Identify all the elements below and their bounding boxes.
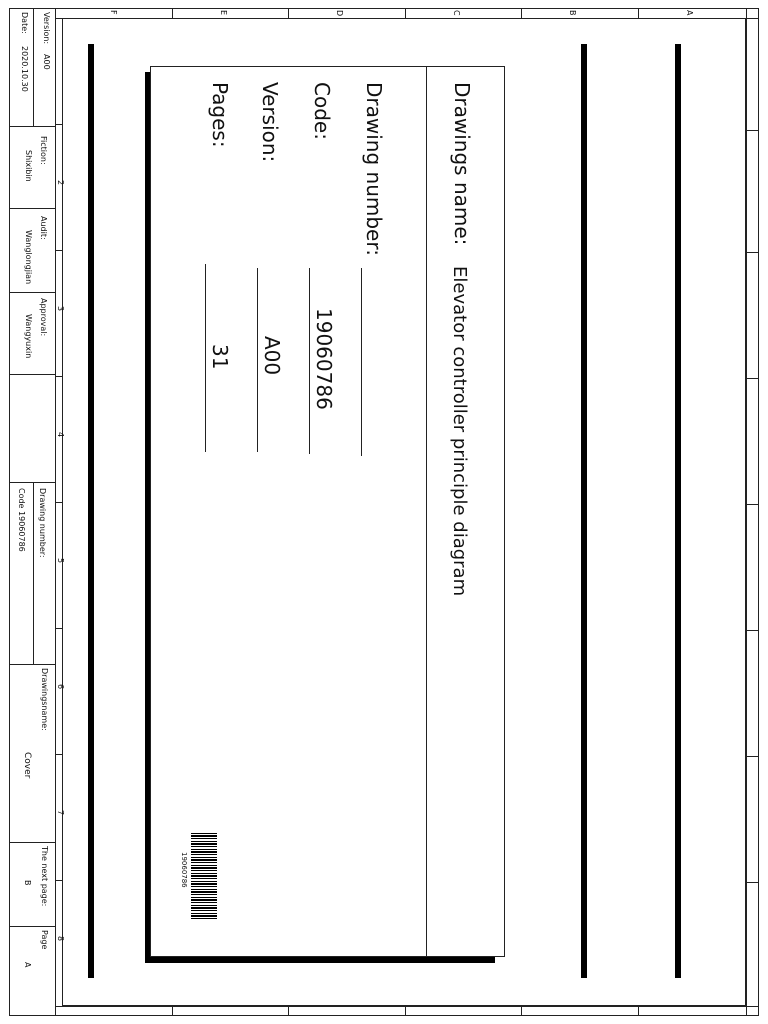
title-block-column-divider (33, 8, 34, 126)
title-block-divider (55, 8, 56, 1016)
pages-heading-value: 31 (208, 344, 232, 370)
right-zone-divider (746, 8, 747, 1016)
zone-tick (288, 8, 289, 18)
drawing-number-underline (361, 268, 362, 456)
zone-tick (55, 124, 62, 125)
zone-tick (55, 502, 62, 503)
zone-tick (746, 130, 759, 131)
cover-card-divider (426, 66, 427, 957)
zone-tick (746, 378, 759, 379)
zone-tick (55, 376, 62, 377)
heavy-rule-left (88, 44, 94, 978)
drawing-number-heading: Drawing number: (362, 82, 386, 256)
zone-tick (172, 8, 173, 18)
audit-value: Wanglongjian (24, 230, 33, 285)
zone-letter-f: F (109, 10, 118, 15)
version-underline (257, 268, 258, 452)
page-label: Page (40, 930, 49, 950)
zone-tick (746, 630, 759, 631)
fiction-label: Fiction: (39, 136, 48, 165)
pages-heading: Pages: (208, 82, 232, 148)
barcode (191, 833, 217, 919)
zone-tick (55, 250, 62, 251)
date-value: 2020.10.30 (20, 46, 29, 92)
title-block-column-divider (33, 482, 34, 664)
next-page-label: The next page: (40, 846, 49, 907)
zone-tick (746, 882, 759, 883)
zone-number: 5 (56, 558, 65, 564)
drawings-name-label: Drawingsname: (40, 668, 49, 731)
drawings-name-value: Cover (22, 752, 32, 779)
zone-number: 4 (56, 432, 65, 438)
drawings-name-heading: Drawings name: (450, 82, 474, 246)
title-block-row (9, 292, 55, 293)
zone-letter-e: E (219, 10, 228, 16)
title-block-row (9, 208, 55, 209)
zone-number: 2 (56, 180, 65, 186)
zone-letter-c: C (452, 10, 461, 16)
barcode-text: 19060786 (180, 852, 188, 888)
zone-tick (521, 1006, 522, 1016)
zone-number: 8 (56, 936, 65, 942)
page-value: A (23, 962, 32, 968)
title-block-row (9, 126, 55, 127)
bottom-zone-divider (55, 1006, 759, 1007)
date-label: Date: (20, 12, 29, 34)
version-value: A00 (42, 54, 51, 70)
next-page-value: B (23, 880, 32, 886)
zone-tick (172, 1006, 173, 1016)
version-label: Version: (42, 12, 51, 45)
code-underline (309, 268, 310, 454)
fiction-value: Shixibin (24, 150, 33, 182)
zone-tick (521, 8, 522, 18)
zone-letter-a: A (685, 10, 694, 16)
zone-number: 7 (56, 810, 65, 816)
title-block-row (9, 374, 55, 375)
zone-letter-b: B (568, 10, 577, 16)
zone-tick (55, 628, 62, 629)
top-zone-divider (55, 18, 759, 19)
drawings-name-heading-value: Elevator controller principle diagram (449, 266, 470, 597)
title-block-row (9, 664, 55, 665)
audit-label: Audit: (39, 216, 48, 240)
zone-tick (55, 880, 62, 881)
zone-tick (746, 252, 759, 253)
zone-tick (746, 504, 759, 505)
version-heading-value: A00 (260, 336, 284, 376)
code-heading-value: 19060786 (312, 308, 336, 410)
approval-label: Approval: (39, 298, 48, 337)
zone-tick (638, 8, 639, 18)
zone-tick (746, 756, 759, 757)
zone-tick (55, 754, 62, 755)
code-value: Code 19060786 (17, 488, 26, 552)
zone-number: 6 (56, 684, 65, 690)
drawing-number-label: Drawing number: (38, 488, 47, 558)
zone-number: 3 (56, 306, 65, 312)
zone-tick (405, 1006, 406, 1016)
title-block-row (9, 482, 55, 483)
zone-letter-d: D (335, 10, 344, 17)
version-heading: Version: (258, 82, 282, 163)
approval-value: Wangyuxin (24, 314, 33, 359)
code-heading: Code: (310, 82, 334, 140)
zone-tick (288, 1006, 289, 1016)
zone-tick (638, 1006, 639, 1016)
title-block-row (9, 926, 55, 927)
pages-underline (205, 264, 206, 452)
title-block-row (9, 842, 55, 843)
zone-tick (405, 8, 406, 18)
heavy-rule-right (675, 44, 681, 978)
heavy-rule-center (581, 44, 587, 978)
